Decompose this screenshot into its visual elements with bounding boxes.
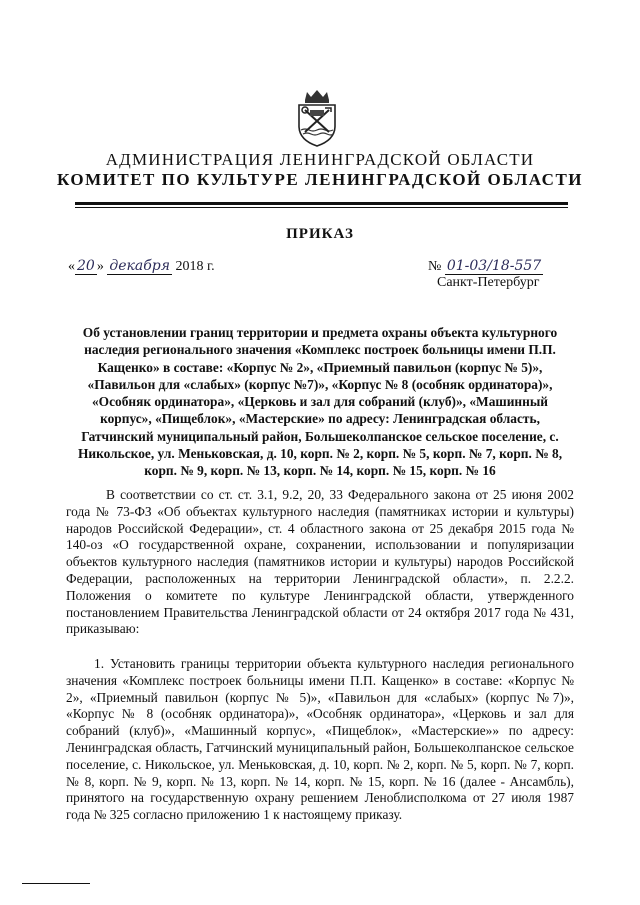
organization-line-1: АДМИНИСТРАЦИЯ ЛЕНИНГРАДСКОЙ ОБЛАСТИ [105, 150, 535, 169]
document-number [428, 258, 543, 275]
date-quote-close: » [96, 259, 104, 274]
date-month: декабря [109, 258, 170, 274]
date-year: 2018 г. [175, 259, 215, 274]
document-type: ПРИКАЗ [286, 226, 354, 242]
number-label: № [428, 259, 442, 274]
body-paragraph-1: В соответствии со ст. ст. 3.1, 9.2, 20, 33 Федерального закона от 25 июня 2002 года № 73-ФЗ «Об объектах культурного наследия (памятниках истории и культуры) народов Российской Федерации», ст. 4 областного закона от 25 декабря 2015 года № 140-оз «О государственной охране, сохранении, использовании и популяризации объектов культурного наследия (памятников истории и культуры) народов Российской Федерации, расположенных на территории Ленинградской области», п. 2.2.2. Положения о комитете по культуре Ленинградской области, утвержденного постановлением Правительства Ленинградской области от 24 октября 2017 года № 431, приказываю: [66, 487, 574, 637]
date-day: 20 [77, 258, 95, 274]
header-thin-rule [75, 207, 568, 208]
footnote-rule [22, 883, 90, 884]
number-value: 01-03/18-557 [446, 258, 542, 274]
document-date [68, 258, 215, 275]
organization-line-2: КОМИТЕТ ПО КУЛЬТУРЕ ЛЕНИНГРАДСКОЙ ОБЛАСТИ [56, 170, 584, 189]
coat-of-arms-icon [291, 88, 343, 148]
document-city: Санкт-Петербург [437, 275, 540, 290]
document-title: Об установлении границ территории и предмета охраны объекта культурного наследия регионального значения «Комплекс построек больницы имени П.П. Кащенко» в составе: «Корпус № 2», «Приемный павильон (корпус № 5)», «Павильон для «слабых» (корпус №7)», «Корпус № 8 (особняк ординатора)», «Особняк ординатора», «Церковь и зал для собраний (клуб)», «Машинный корпус», «Пищеблок», «Мастерские» по адресу: Ленинградская область, Гатчинский муниципальный район, Большеколпанское сельское поселение, с. Никольское, ул. Меньковская, д. 10, корп. № 2, корп. № 5, корп. № 7, корп. № 8, корп. № 9, корп. № 13, корп. № 14, корп. № 15, корп. № 16 [77, 325, 563, 479]
header-thick-rule [75, 202, 568, 205]
date-quote-open: « [68, 259, 75, 274]
body-paragraph-2: 1. Установить границы территории объекта культурного наследия регионального значения «Комплекс построек больницы имени П.П. Кащенко» в составе: «Корпус № 2», «Приемный павильон (корпус № 5)», «Павильон для «слабых» (корпус №7)», «Корпус № 8 (особняк ординатора)», «Особняк ординатора», «Церковь и зал для собраний (клуб)», «Машинный корпус», «Пищеблок», «Мастерские»» по адресу: Ленинградская область, Гатчинский муниципальный район, Большеколпанское сельское поселение, с. Никольское, ул. Меньковская, д. 10, корп. № 2, корп. № 5, корп. № 7, корп. № 8, корп. № 9, корп. № 13, корп. № 14, корп. № 15, корп. № 16 (далее - Ансамбль), принятого на государственную охрану решением Леноблисполкома от 27 июля 1987 года № 325 согласно приложению 1 к настоящему приказу. [66, 656, 574, 823]
